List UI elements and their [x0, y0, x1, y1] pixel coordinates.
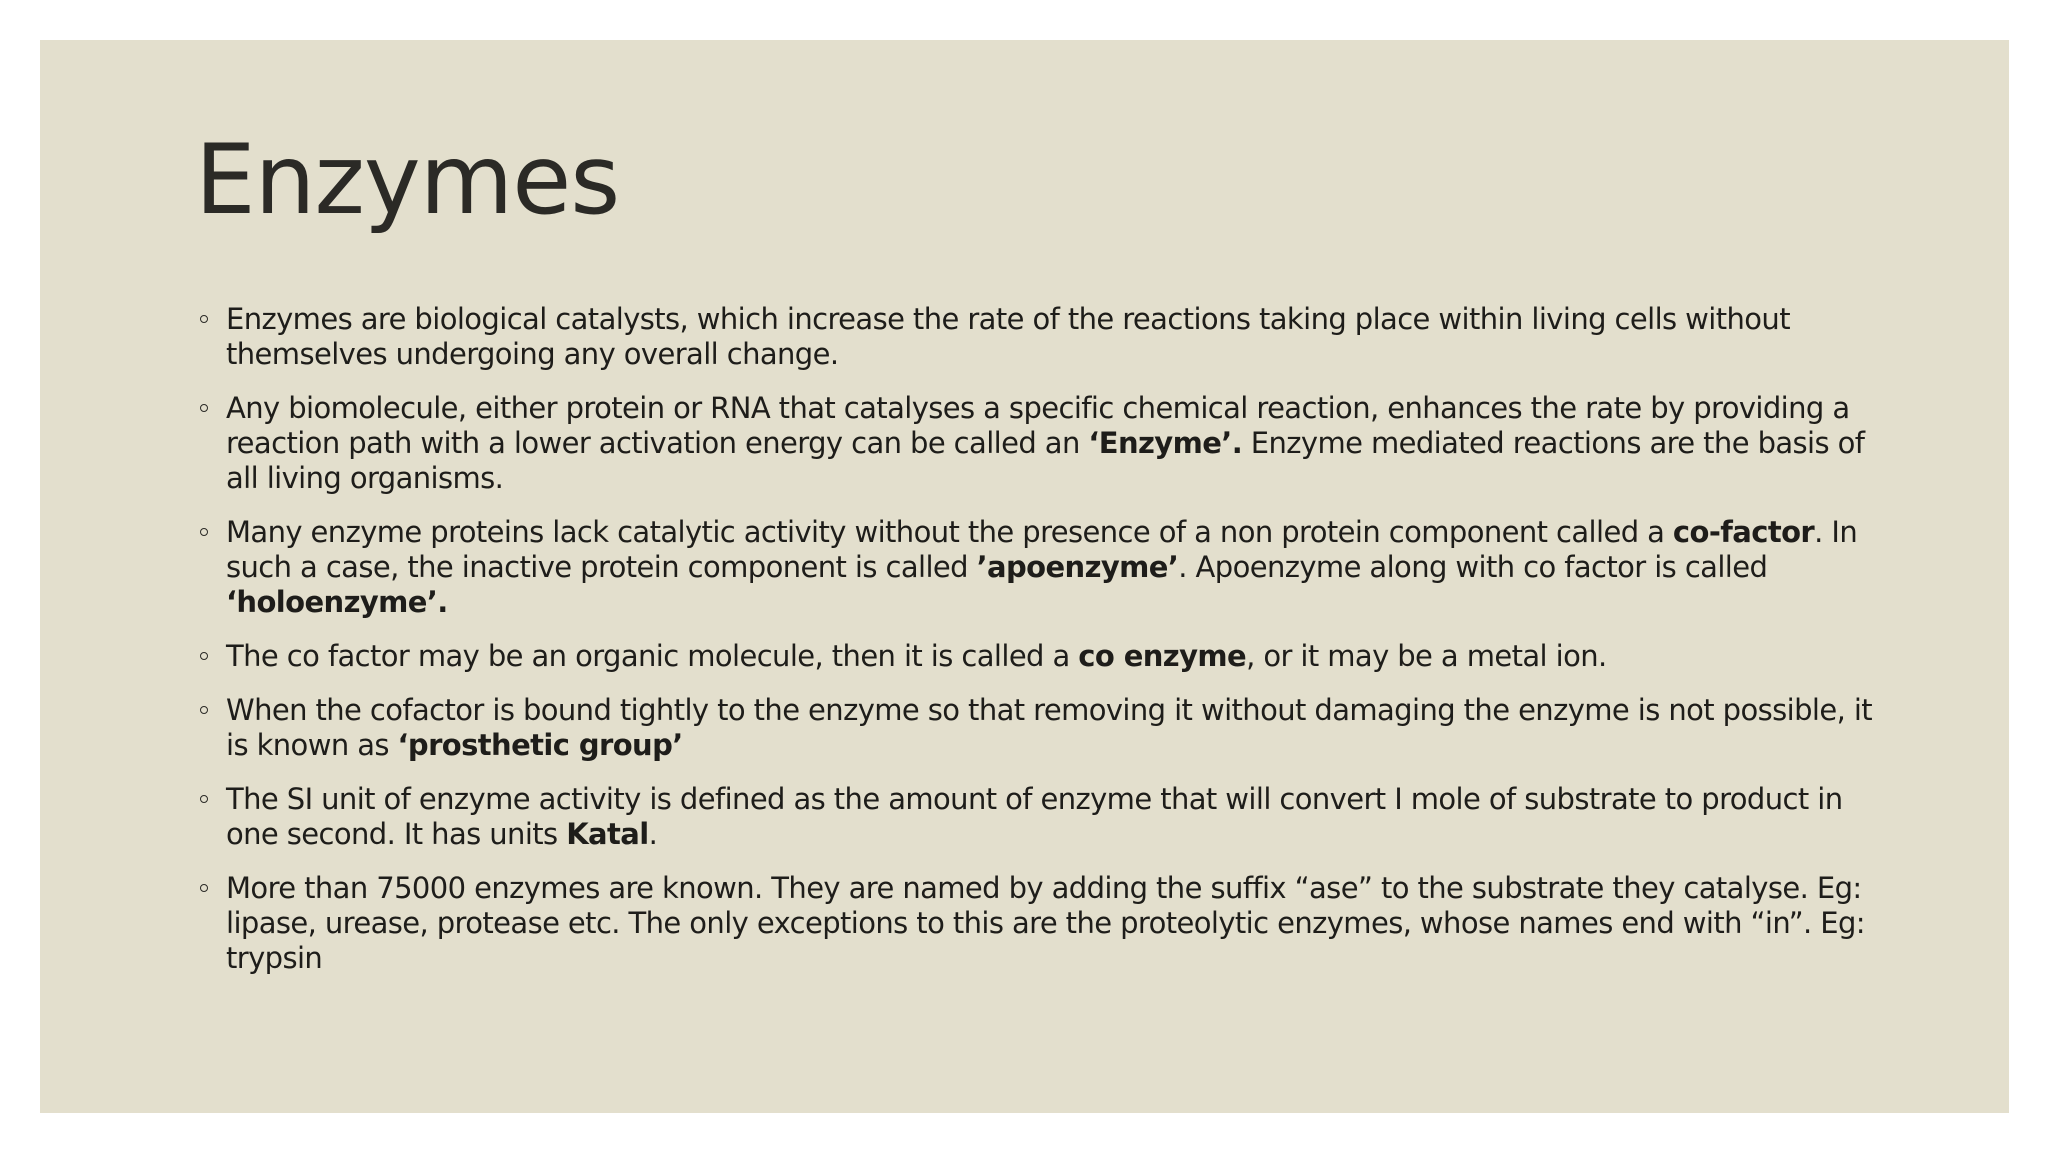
slide-title: Enzymes	[195, 124, 620, 236]
bold-term: co-factor	[1672, 515, 1815, 549]
text-run: When the cofactor is bound tightly to the enzyme so that removing it without damaging the enzyme is not possible, it is known as	[226, 693, 1873, 762]
bold-term: ‘Enzyme’.	[1088, 426, 1243, 460]
text-run: . Apoenzyme along with co factor is called	[1178, 550, 1768, 584]
bold-term: Katal	[566, 817, 649, 851]
hollow-circle-bullet-icon	[200, 795, 208, 803]
hollow-circle-bullet-icon	[200, 652, 208, 660]
text-run: The SI unit of enzyme activity is defined as the amount of enzyme that will convert I mole of substrate to product in one second. It has units	[226, 782, 1843, 851]
bold-term: ’apoenzyme’	[976, 550, 1179, 584]
bullet-item	[195, 639, 1900, 674]
hollow-circle-bullet-icon	[200, 706, 208, 714]
bullet-text	[226, 871, 1865, 975]
bold-term: ‘prosthetic group’	[397, 728, 683, 762]
bullet-item	[195, 302, 1900, 372]
text-run: , or it may be a metal ion.	[1246, 639, 1607, 673]
text-run: Any biomolecule, either protein or RNA that catalyses a specific chemical reaction, enhances the rate by providing a reaction path with a lower activation energy can be called an	[226, 391, 1850, 460]
text-run: .	[648, 817, 658, 851]
text-run: More than 75000 enzymes are known. They are named by adding the suffix “ase” to the substrate they catalyse. Eg: lipase, urease, protease etc. The only exceptions to this are the proteolytic enzymes, whose names end with “in”. Eg: trypsin	[226, 871, 1865, 975]
text-run: Enzyme mediated reactions are the basis of all living organisms.	[226, 426, 1865, 495]
bullet-text	[226, 391, 1864, 495]
text-run: Enzymes are biological catalysts, which increase the rate of the reactions taking place within living cells without themselves undergoing any overall change.	[226, 302, 1790, 371]
bullet-list	[195, 302, 1900, 995]
bullet-item	[195, 515, 1900, 620]
bullet-item	[195, 693, 1900, 763]
hollow-circle-bullet-icon	[200, 315, 208, 323]
bullet-item	[195, 782, 1900, 852]
slide	[40, 40, 2009, 1113]
bullet-item	[195, 391, 1900, 496]
text-run: . In such a case, the inactive protein component is called	[226, 515, 1858, 584]
bullet-text	[226, 302, 1790, 371]
bold-term: co enzyme	[1078, 639, 1247, 673]
text-run: Many enzyme proteins lack catalytic activity without the presence of a non protein component called a	[226, 515, 1673, 549]
text-run: The co factor may be an organic molecule, then it is called a	[226, 639, 1079, 673]
bullet-text	[226, 782, 1842, 851]
hollow-circle-bullet-icon	[200, 404, 208, 412]
bullet-text	[226, 515, 1857, 619]
bullet-item	[195, 871, 1900, 976]
bullet-text	[226, 693, 1872, 762]
bullet-text	[226, 639, 1607, 673]
hollow-circle-bullet-icon	[200, 884, 208, 892]
bold-term: ‘holoenzyme’.	[226, 585, 448, 619]
hollow-circle-bullet-icon	[200, 528, 208, 536]
